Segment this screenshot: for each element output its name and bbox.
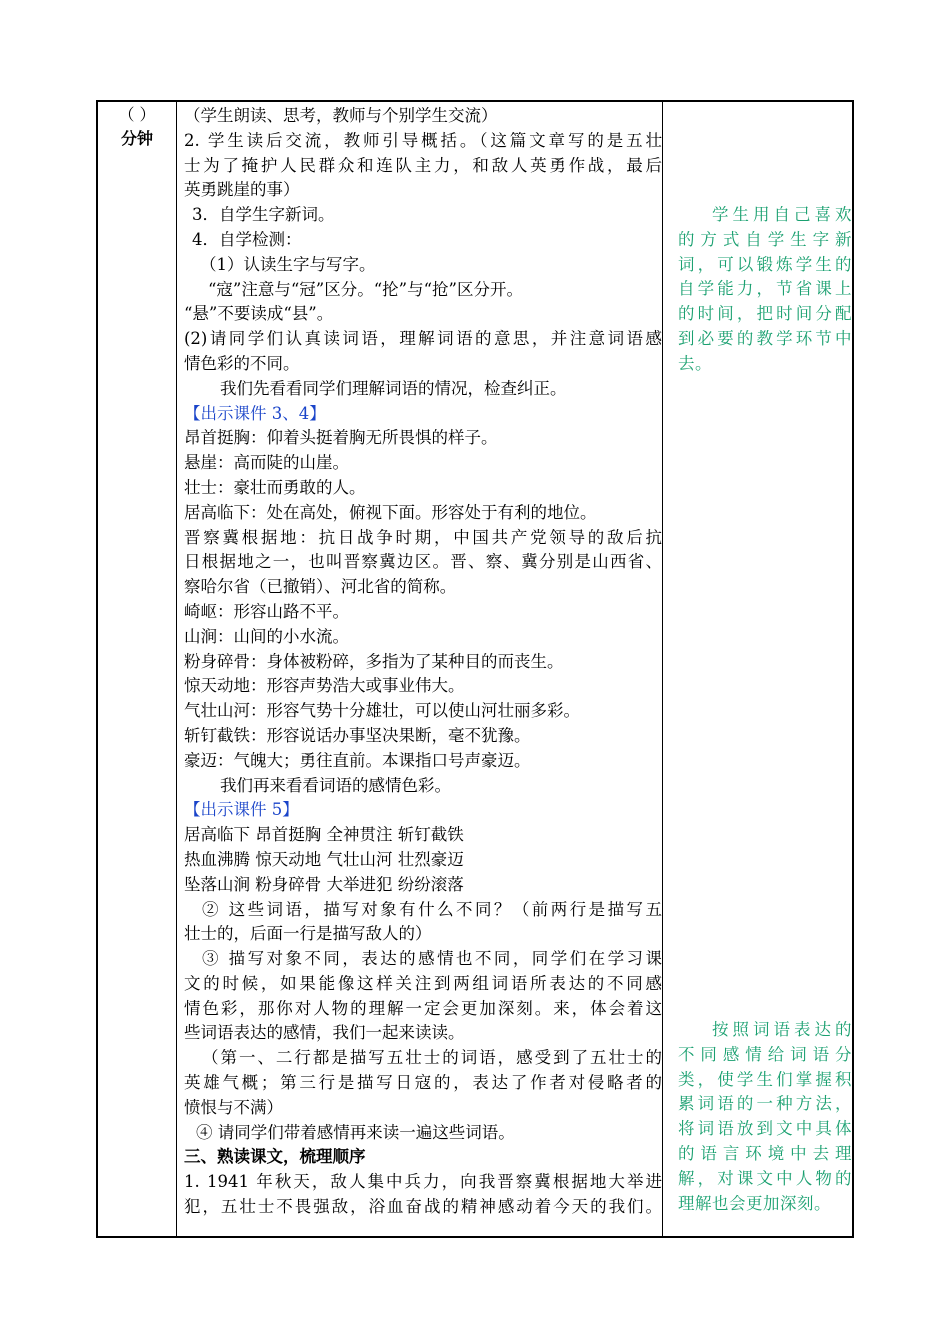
text-line: ③ 描写对象不同，表达的感情也不同，同学们在学习课 (202, 949, 662, 969)
note-line: 将词语放到文中具体 (678, 1119, 852, 1139)
text-line: （1）认读生字与写字。 (200, 254, 376, 274)
column-divider-1 (176, 102, 177, 1236)
text-line: ④ 请同学们带着感情再来读一遍这些词语。 (196, 1122, 515, 1142)
text-line: 察哈尔省（已撤销）、河北省的简称。 (184, 577, 457, 597)
note-line: 到必要的教学环节中 (678, 328, 852, 348)
text-line: 英勇跳崖的事） (184, 180, 300, 200)
note-line: 累词语的一种方法， (678, 1094, 852, 1114)
text-line: 晋察冀根据地：抗日战争时期，中国共产党领导的敌后抗 (184, 527, 662, 547)
text-line: 昂首挺胸：仰着头挺着胸无所畏惧的样子。 (184, 428, 498, 448)
note-line: 词，可以锻炼学生的 (678, 254, 852, 274)
text-line: 三、熟读课文，梳理顺序 (184, 1147, 366, 1167)
text-line: 【出示课件 5】 (184, 800, 299, 820)
text-line: 4．自学检测： (192, 229, 302, 249)
text-line: 居高临下 昂首挺胸 全神贯注 斩钉截铁 (184, 825, 464, 845)
note-line: 类，使学生们掌握积 (678, 1069, 852, 1089)
text-line: 1. 1941 年秋天，敌人集中兵力，向我晋察冀根据地大举进 (184, 1172, 662, 1192)
text-line: 气壮山河：形容气势十分雄壮，可以使山河壮丽多彩。 (184, 701, 580, 721)
text-line: 3．自学生字新词。 (192, 205, 335, 225)
note-line: 的方式自学生字新 (678, 229, 852, 249)
column-divider-2 (662, 102, 663, 1236)
text-line: ② 这些词语，描写对象有什么不同？（前两行是描写五 (202, 899, 662, 919)
text-line: 我们再来看看词语的感情色彩。 (220, 775, 451, 795)
text-line: 壮士的，后面一行是描写敌人的） (184, 924, 432, 944)
text-line: 斩钉截铁：形容说话办事坚决果断，毫不犹豫。 (184, 725, 531, 745)
text-line: “寇”注意与“冠”区分。“抡”与“抢”区分开。 (208, 279, 523, 299)
teaching-process-column (184, 104, 662, 1220)
text-line: 情色彩，那你对人物的理解一定会更加深刻。来，体会着这 (184, 998, 662, 1018)
note-line: 解，对课文中人物的 (678, 1168, 852, 1188)
design-note-self-study (678, 203, 852, 377)
text-line: 犯，五壮士不畏强敌，浴血奋战的精神感动着今天的我们。 (184, 1197, 662, 1217)
note-line: 自学能力，节省课上 (678, 279, 852, 299)
note-line: 学生用自己喜欢 (712, 205, 852, 224)
text-line: 【出示课件 3、4】 (184, 403, 326, 423)
note-line: 按照词语表达的 (712, 1020, 852, 1039)
text-line: 士为了掩护人民群众和连队主力，和敌人英勇作战，最后 (184, 155, 662, 175)
text-line: 居高临下：处在高处，俯视下面。形容处于有利的地位。 (184, 502, 597, 522)
lesson-plan-table (96, 100, 854, 1238)
text-line: 壮士：豪壮而勇敢的人。 (184, 477, 366, 497)
text-line: 英雄气概；第三行是描写日寇的，表达了作者对侵略者的 (184, 1073, 662, 1093)
text-line: (2)请同学们认真读词语，理解词语的意思，并注意词语感 (184, 329, 662, 349)
text-line: 我们先看看同学们理解词语的情况，检查纠正。 (220, 378, 567, 398)
text-line: 崎岖：形容山路不平。 (184, 601, 349, 621)
text-line: 悬崖：高而陡的山崖。 (184, 453, 349, 473)
time-unit-label: 分钟 (120, 129, 153, 148)
design-note-word-classification (678, 1018, 852, 1216)
text-line: 日根据地之一，也叫晋察冀边区。晋、察、冀分别是山西省、 (184, 552, 662, 572)
text-line: 2. 学生读后交流，教师引导概括。（这篇文章写的是五壮 (184, 130, 662, 150)
text-line: 豪迈：气魄大；勇往直前。本课指口号声豪迈。 (184, 750, 531, 770)
note-line: 的时间，把时间分配 (678, 304, 852, 324)
text-line: 热血沸腾 惊天动地 气壮山河 壮烈豪迈 (184, 849, 464, 869)
text-line: 愤恨与不满） (184, 1097, 283, 1117)
text-line: 山涧：山间的小水流。 (184, 626, 349, 646)
note-line: 去。 (678, 353, 712, 373)
text-line: 粉身碎骨：身体被粉碎，多指为了某种目的而丧生。 (184, 651, 564, 671)
text-line: （学生朗读、思考，教师与个别学生交流） (184, 106, 498, 125)
time-column (98, 102, 176, 152)
text-line: 惊天动地：形容声势浩大或事业伟大。 (184, 676, 465, 696)
note-line: 的语言环境中去理 (678, 1143, 852, 1163)
text-line: 文的时候，如果能像这样关注到两组词语所表达的不同感 (184, 973, 662, 993)
text-line: “悬”不要读成“县”。 (184, 304, 334, 324)
time-blank: （ ） (118, 105, 156, 124)
text-line: 坠落山涧 粉身碎骨 大举进犯 纷纷滚落 (184, 874, 464, 894)
note-line: 理解也会更加深刻。 (678, 1193, 831, 1213)
text-line: 情色彩的不同。 (184, 353, 300, 373)
text-line: 些词语表达的感情，我们一起来读读。 (184, 1023, 465, 1043)
text-line: （第一、二行都是描写五壮士的词语，感受到了五壮士的 (202, 1048, 662, 1068)
note-line: 不同感情给词语分 (678, 1044, 852, 1064)
